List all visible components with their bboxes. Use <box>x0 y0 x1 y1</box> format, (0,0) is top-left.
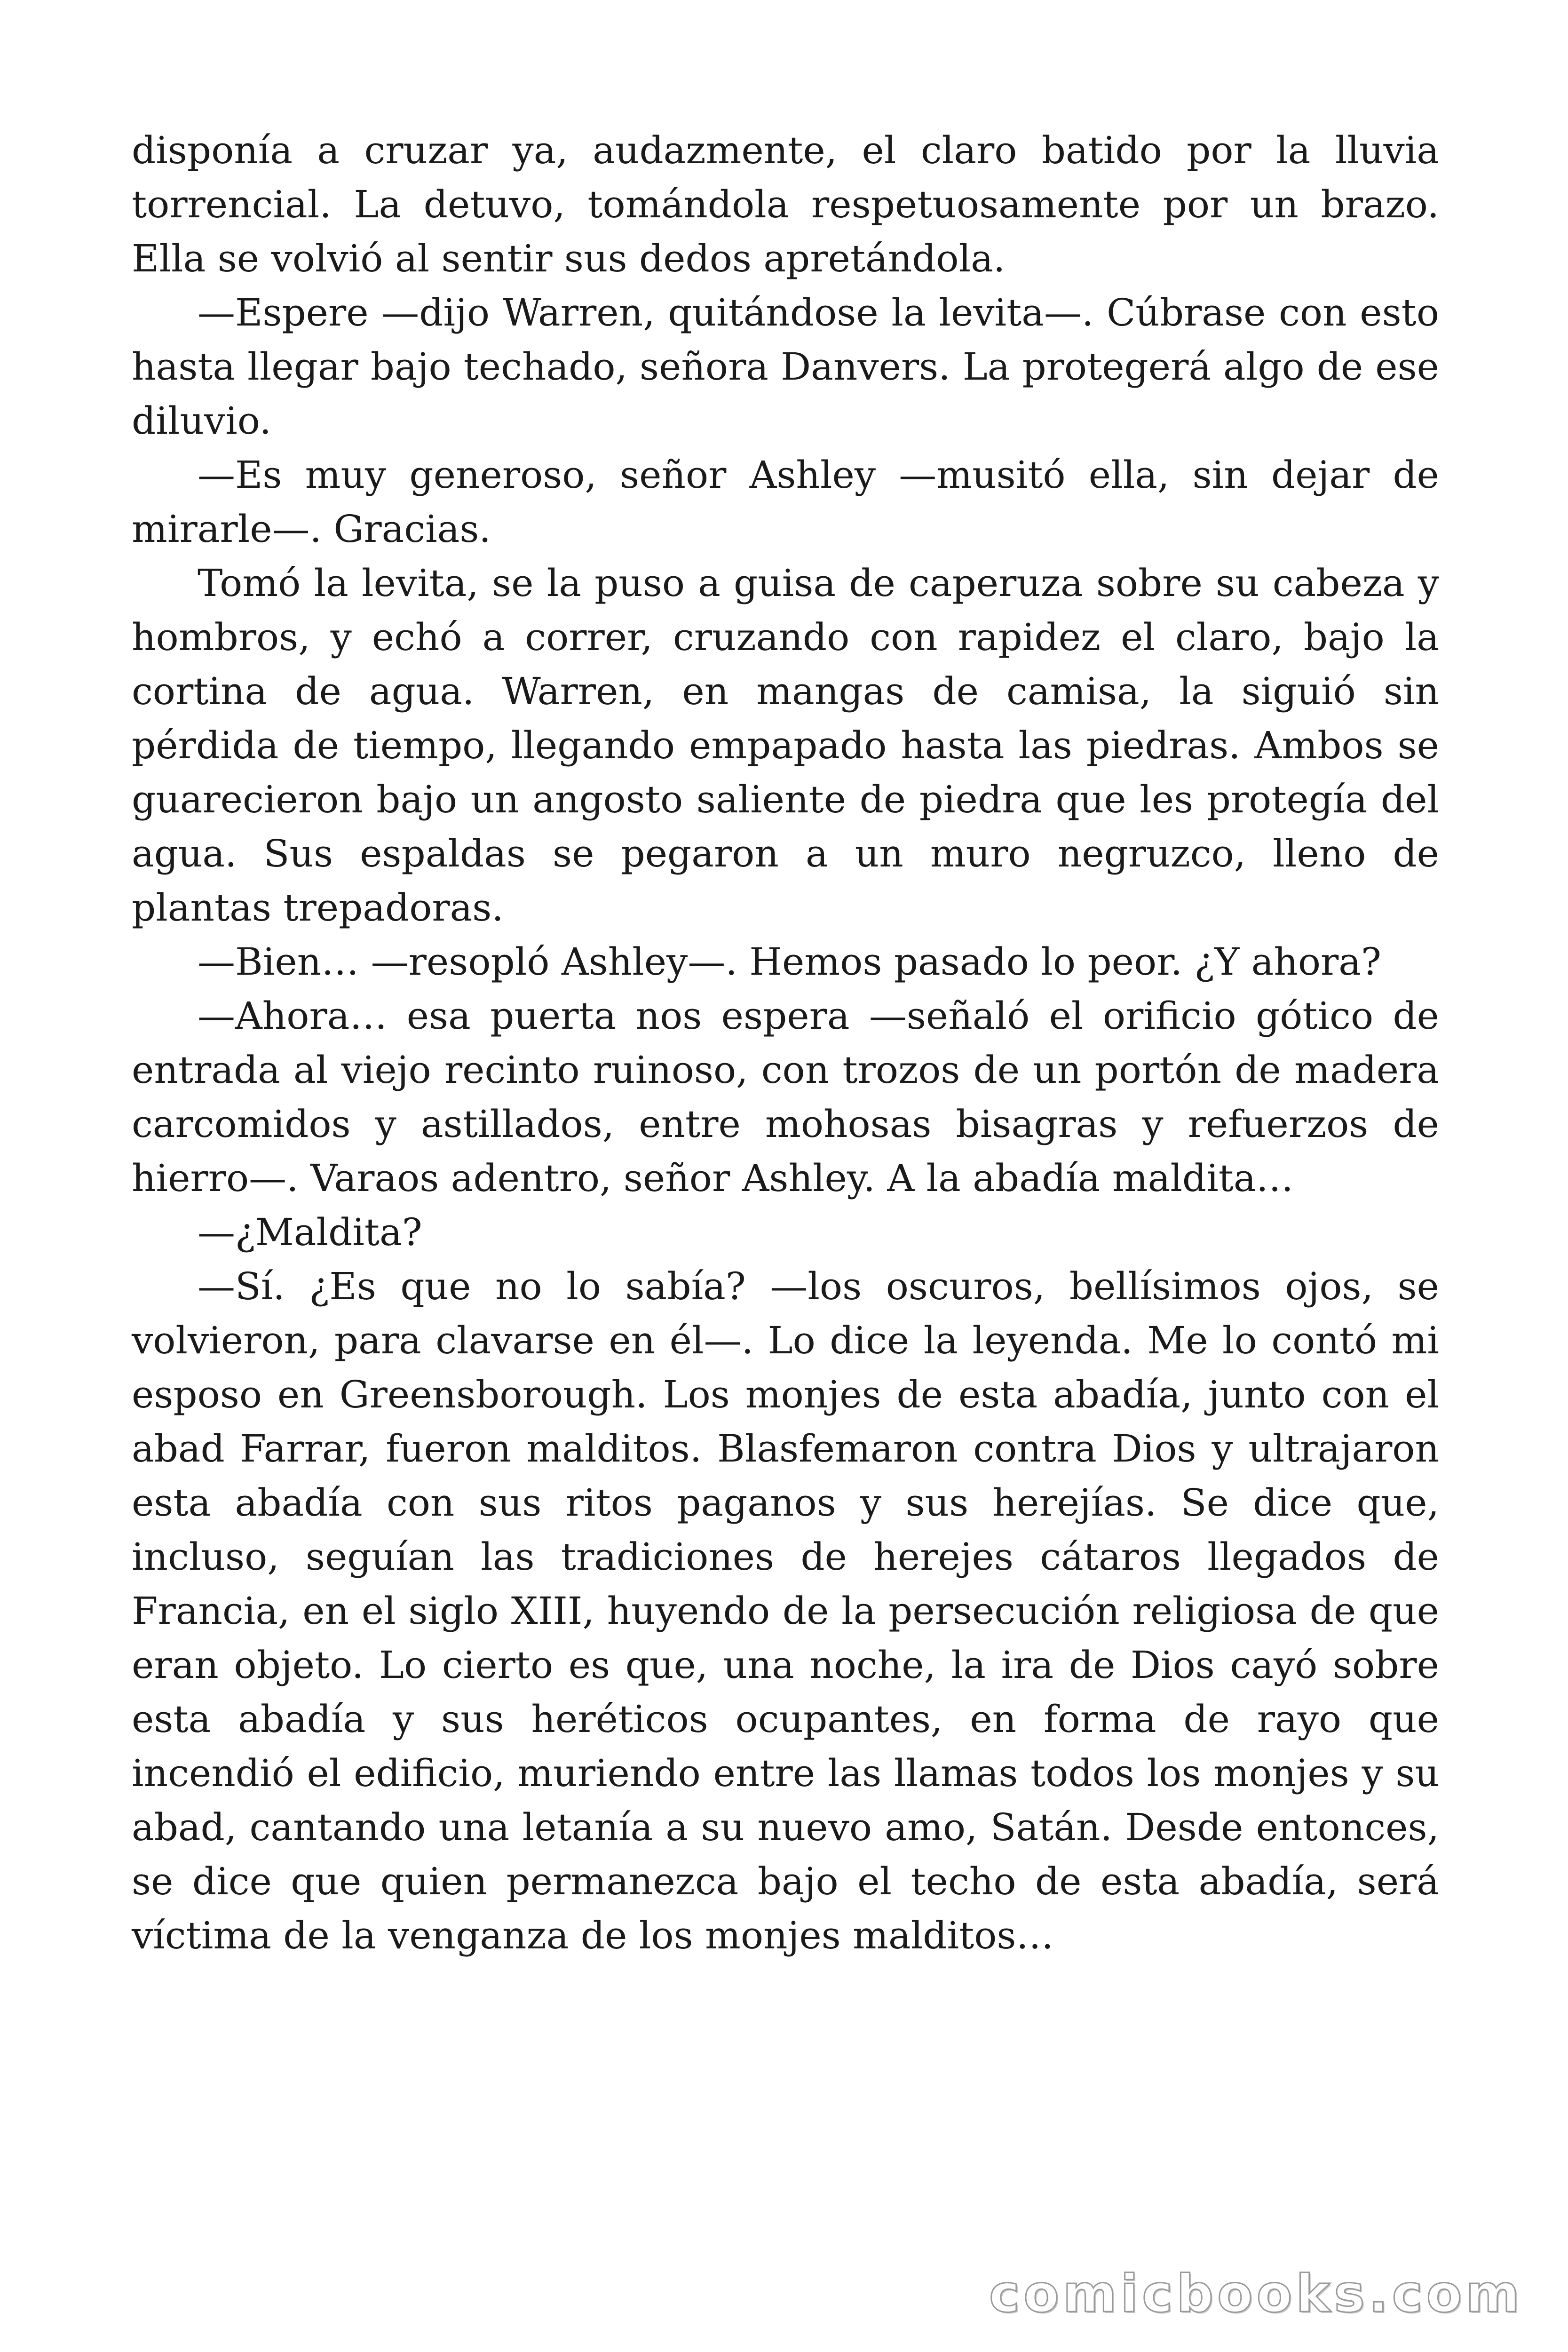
paragraph-3: —Es muy generoso, señor Ashley —musitó ella, sin dejar de mirarle—. Gracias. <box>132 453 1439 551</box>
paragraph-2: —Espere —dijo Warren, quitándose la levita—. Cúbrase con esto hasta llegar bajo techado, señora Danvers. La protegerá algo de ese diluvio. <box>132 291 1439 443</box>
watermark-logo: comicbooks.com <box>989 2264 1523 2324</box>
paragraph-5: —Bien… —resopló Ashley—. Hemos pasado lo peor. ¿Y ahora? <box>198 940 1381 984</box>
paragraph-1: disponía a cruzar ya, audazmente, el claro batido por la lluvia torrencial. La detuvo, tomándola respetuosamente por un brazo. Ella se volvió al sentir sus dedos apretándola. <box>132 128 1439 280</box>
paragraph-7: —¿Maldita? <box>198 1210 422 1254</box>
paragraph-4: Tomó la levita, se la puso a guisa de caperuza sobre su cabeza y hombros, y echó a correr, cruzando con rapidez el claro, bajo la cortina de agua. Warren, en mangas de camisa, la siguió sin pérdida de tiempo, llegando empapado hasta las piedras. Ambos se guarecieron bajo un angosto saliente de piedra que les protegía del agua. Sus espaldas se pegaron a un muro negruzco, lleno de plantas trepadoras. <box>132 561 1439 930</box>
paragraph-6: —Ahora… esa puerta nos espera —señaló el orificio gótico de entrada al viejo recinto ruinoso, con trozos de un portón de madera carcomidos y astillados, entre mohosas bisagras y refuerzos de hierro—. Varaos adentro, señor Ashley. A la abadía maldita… <box>132 994 1439 1200</box>
paragraph-8: —Sí. ¿Es que no lo sabía? —los oscuros, bellísimos ojos, se volvieron, para clavarse en él—. Lo dice la leyenda. Me lo contó mi esposo en Greensborough. Los monjes de esta abadía, junto con el abad Farrar, fueron malditos. Blasfemaron contra Dios y ultrajaron esta abadía con sus ritos paganos y sus herejías. Se dice que, incluso, seguían las tradiciones de herejes cátaros llegados de Francia, en el siglo XIII, huyendo de la persecución religiosa de que eran objeto. Lo cierto es que, una noche, la ira de Dios cayó sobre esta abadía y sus heréticos ocupantes, en forma de rayo que incendió el edificio, muriendo entre las llamas todos los monjes y su abad, cantando una letanía a su nuevo amo, Satán. Desde entonces, se dice que quien permanezca bajo el techo de esta abadía, será víctima de la venganza de los monjes malditos… <box>132 1264 1439 1957</box>
body-text <box>132 123 1439 1963</box>
